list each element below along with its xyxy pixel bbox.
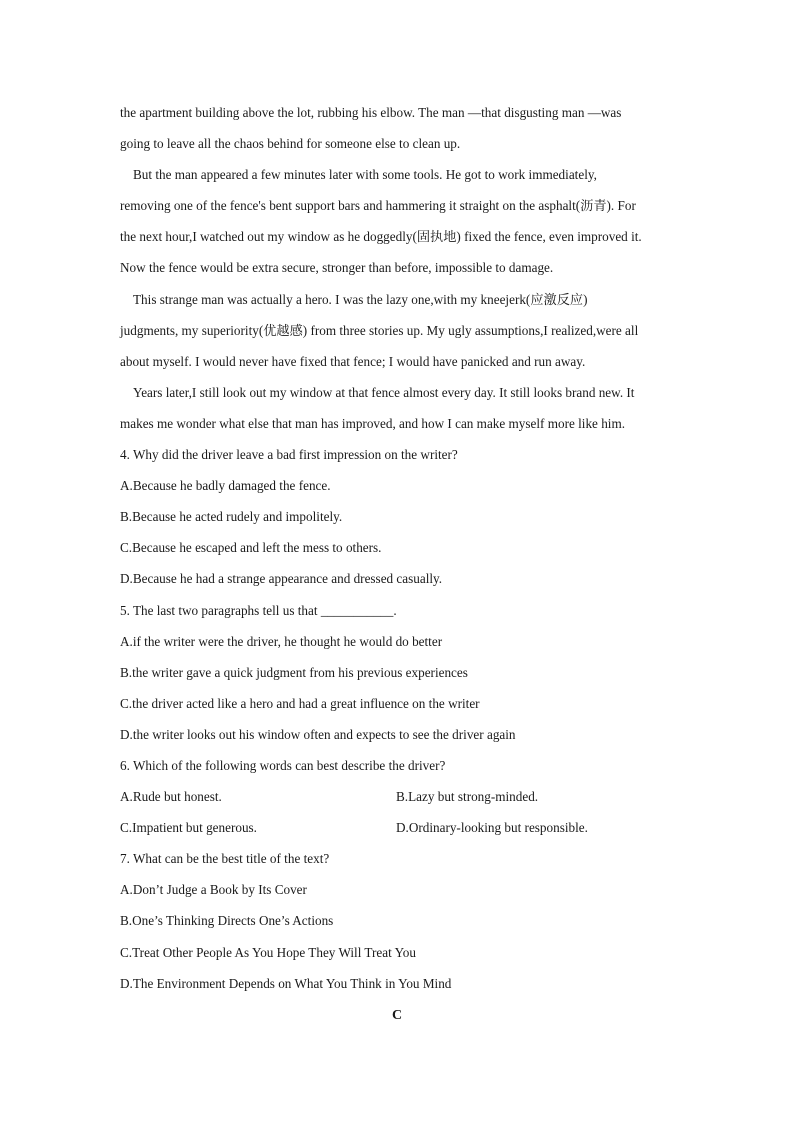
question-7-option-d: D.The Environment Depends on What You Think in You Mind — [120, 975, 452, 991]
passage-line: the apartment building above the lot, rubbing his elbow. The man —that disgusting man —was — [120, 105, 622, 120]
question-6-options-row-2 — [120, 812, 680, 843]
question-7-option-c: C.Treat Other People As You Hope They Will Treat You — [120, 944, 416, 960]
passage-line: about myself. I would never have fixed that fence; I would have panicked and run away. — [120, 353, 586, 369]
question-4-option-a: A.Because he badly damaged the fence. — [120, 478, 331, 494]
question-5-option-c: C.the driver acted like a hero and had a great influence on the writer — [120, 695, 480, 711]
question-4-stem: 4. Why did the driver leave a bad first impression on the writer? — [120, 447, 458, 463]
question-7-stem: 7. What can be the best title of the text? — [120, 851, 330, 867]
passage-line: removing one of the fence's bent support bars and hammering it straight on the asphalt(沥青). For — [120, 198, 636, 214]
question-7-option-b: B.One’s Thinking Directs One’s Actions — [120, 913, 334, 929]
passage-line: judgments, my superiority(优越感) from three stories up. My ugly assumptions,I realized,were all — [120, 322, 639, 338]
question-5-stem: 5. The last two paragraphs tell us that ___________. — [120, 602, 397, 618]
passage-line: going to leave all the chaos behind for someone else to clean up. — [120, 136, 461, 152]
question-7-option-a: A.Don’t Judge a Book by Its Cover — [120, 882, 307, 898]
question-6-stem: 6. Which of the following words can best describe the driver? — [120, 757, 446, 773]
question-6-options-row-1 — [120, 781, 680, 812]
question-4-option-b: B.Because he acted rudely and impolitely. — [120, 509, 343, 525]
passage-line: the next hour,I watched out my window as he doggedly(固执地) fixed the fence, even improved it. — [120, 229, 642, 245]
question-4-option-d: D.Because he had a strange appearance and dressed casually. — [120, 571, 443, 587]
passage-line: Years later,I still look out my window at that fence almost every day. It still looks brand new. It — [133, 384, 635, 400]
question-5-option-b: B.the writer gave a quick judgment from his previous experiences — [120, 664, 468, 680]
question-5-option-a: A.if the writer were the driver, he thought he would do better — [120, 633, 443, 649]
passage-line: makes me wonder what else that man has improved, and how I can make myself more like him. — [120, 415, 626, 431]
question-4-option-c: C.Because he escaped and left the mess to others. — [120, 540, 382, 556]
question-6-option-d: D.Ordinary-looking but responsible. — [396, 820, 588, 836]
question-6-option-c: C.Impatient but generous. — [120, 820, 257, 836]
document-page — [120, 97, 680, 999]
section-label: C — [391, 1008, 403, 1023]
question-5-option-d: D.the writer looks out his window often and expects to see the driver again — [120, 726, 516, 742]
passage-line: But the man appeared a few minutes later with some tools. He got to work immediately, — [133, 167, 597, 183]
passage-line: This strange man was actually a hero. I was the lazy one,with my kneejerk(应激反应) — [133, 291, 588, 307]
question-6-option-b: B.Lazy but strong-minded. — [396, 789, 539, 805]
passage-line: Now the fence would be extra secure, stronger than before, impossible to damage. — [120, 260, 554, 276]
question-6-option-a: A.Rude but honest. — [120, 789, 222, 805]
